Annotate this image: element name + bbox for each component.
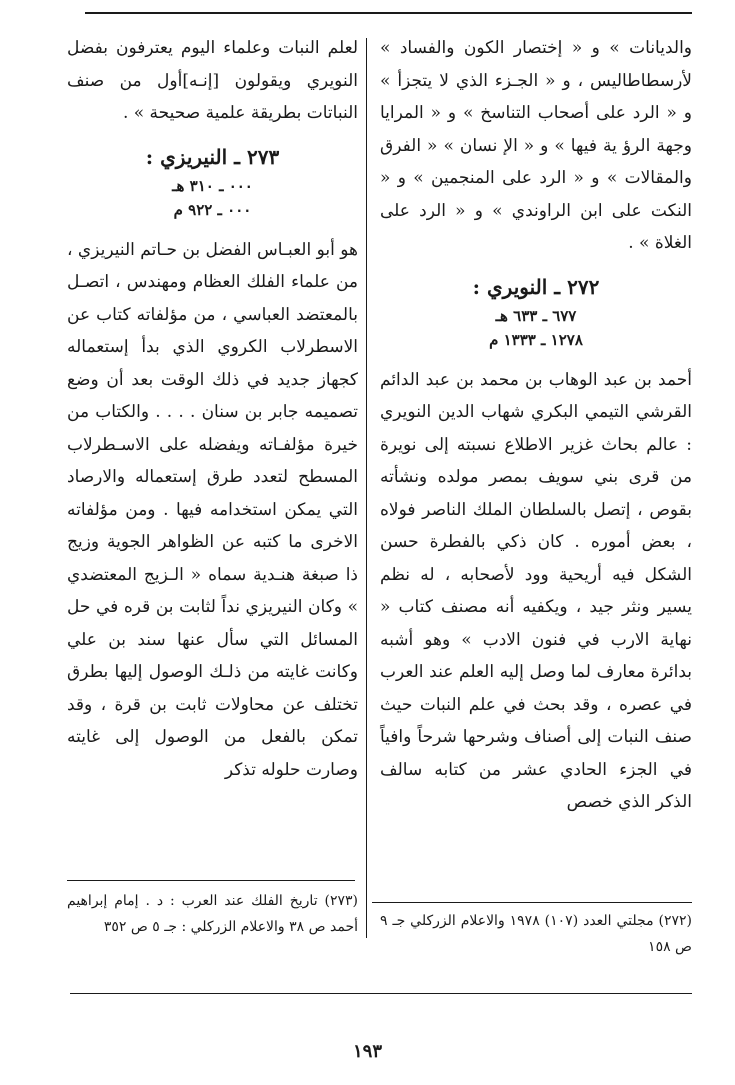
entry-273-header	[67, 140, 358, 222]
entry-body: أحمد بن عبد الوهاب بن محمد بن عبد الدائم القرشي التيمي البكري شهاب الدين النويري : عالم بحاث غزير الاطلاع نسبته إلى نويرة من قرى بني سويف بمصر مولده ونشأته بقوص ، إتصل بالسلطان الملك الناصر فولاه ، بعض أموره . كان ذكي بالفطرة حسن الشكل فيه أريحية وود لأصحابه ، له نظم يسير ونثر جيد ، ويكفيه أنه مصنف كتاب « نهاية الارب في فنون الادب » وهو أشبه بدائرة معارف لما وصل إليه العلم عند العرب في عصره ، وقد بحث في علم النبات حيث صنف النبات إلى أصناف وشرحها شرحاً وافياً في الجزء الحادي عشر من كتابه سالف الذكر الذي خصص	[380, 369, 692, 812]
footnote-273: (٢٧٣) تاريخ الفلك عند العرب : د . إمام إبراهيم أحمد ص ٣٨ والاعلام الزركلي : جـ ٥ ص ٣٥٢	[67, 893, 358, 935]
footnote-rule-left	[67, 880, 355, 881]
entry-272-header	[380, 270, 692, 352]
entry-title: ٢٧٢ ـ النويري :	[472, 274, 600, 299]
entry-body: هو أبو العبـاس الفضل بن حـاتم النيريزي ، من علماء الفلك العظام ومهندس ، اتصـل بالمعتضد العباسي ، من مؤلفاته كتاب عن الاسطرلاب الكروي الذي بدأ إستعماله كجهاز جديد في ذلك الوقت بعد أن وضع تصميمه جابر بن سنان . . . . والكتاب من خيرة مؤلفـاته ويفضله على الاسـطرلاب المسطح لتعدد طرق إستعماله والارصاد التي يمكن استخدامه فيها . ومن مؤلفاته الاخرى ما كتبه عن الظواهر الجوية وزيج ذا صبغة هنـدية سماه « الـزيج المعتضدي » وكان النيريزي نداً لثابت بن قره في حل المسائل التي سأل عنها سند بن علي وكانت غايته من ذلـك الوصول إليها بطرق تختلف عن محاولات ثابت بن قرة ، وقد تمكن بالفعل من الوصول إلى غايته وصارت حلوله تذكر	[67, 239, 358, 780]
footnote-272: (٢٧٢) مجلتي العدد (١٠٧) ١٩٧٨ والاعلام الزركلي جـ ٩ ص ١٥٨	[380, 913, 692, 955]
column-divider	[366, 38, 367, 938]
entry-date-gregorian: ١٢٧٨ ـ ١٣٣٣ م	[489, 330, 583, 349]
entry-date-gregorian: ٠٠٠ ـ ٩٢٢ م	[173, 200, 252, 219]
bottom-rule	[70, 993, 692, 994]
left-continued-text: لعلم النبات وعلماء اليوم يعترفون بفضل النويري ويقولون [إنـه]أول من صنف النباتات بطريقة علمية صحيحة » .	[67, 38, 358, 123]
right-column	[380, 32, 692, 819]
entry-title: ٢٧٣ ـ النيريزي :	[145, 144, 280, 169]
right-continued-text: والديانات » و « إختصار الكون والفساد » لأرسطاطاليس ، و « الجـزء الذي لا يتجزأ » و « الرد على أصحاب التناسخ » و « المرايا وجهة الرؤ ية فيها » و « الإ نسان » « الفرق والمقالات » و « الرد على المنجمين » و « النكت على ابن الراوندي » و « الرد على الغلاة » .	[380, 38, 692, 253]
entry-date-hijri: ٦٧٧ ـ ٦٣٣ هـ	[495, 306, 577, 325]
left-column	[67, 32, 358, 786]
top-rule	[85, 12, 692, 14]
entry-date-hijri: ٠٠٠ ـ ٣١٠ هـ	[172, 176, 253, 195]
footnote-rule-right	[372, 902, 692, 903]
page-number: ١٩٣	[352, 1041, 382, 1062]
